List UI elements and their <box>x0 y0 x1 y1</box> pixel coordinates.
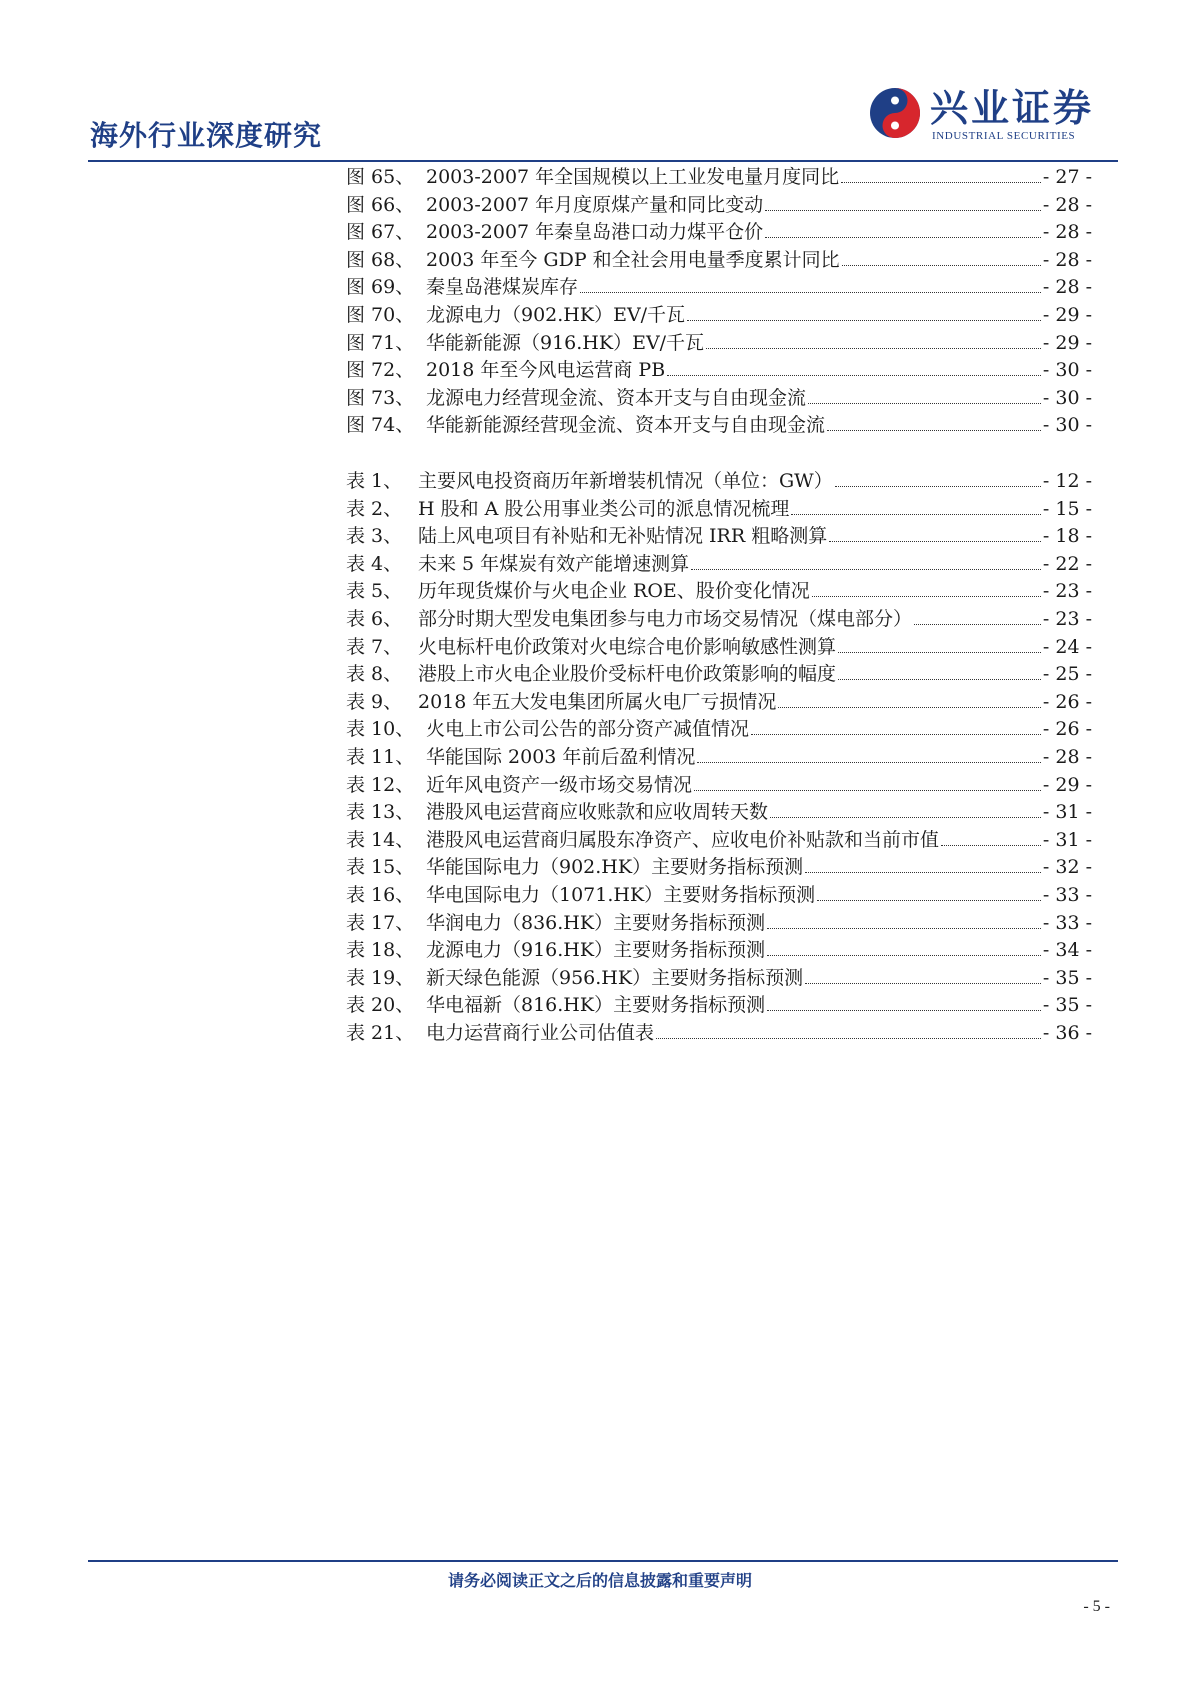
toc-title: 近年风电资产一级市场交易情况 <box>426 773 693 796</box>
toc-page: - 29 - <box>1042 773 1092 796</box>
toc-number: 表 7、 <box>346 635 403 658</box>
toc-number: 表 2、 <box>346 497 403 520</box>
toc-figure-row[interactable] <box>346 328 1092 356</box>
dot-leader <box>656 1038 1041 1039</box>
toc-figure-row[interactable] <box>346 245 1092 273</box>
toc-page: - 22 - <box>1042 552 1092 575</box>
toc-number: 图 65、 <box>346 166 415 188</box>
toc-page: - 31 - <box>1042 828 1092 851</box>
toc-page: - 28 - <box>1042 276 1092 299</box>
table-list <box>346 466 1092 1045</box>
toc-title: 陆上风电项目有补贴和无补贴情况 IRR 粗略测算 <box>418 525 828 548</box>
toc-title: 华能国际电力（902.HK）主要财务指标预测 <box>426 856 804 879</box>
toc-page: - 25 - <box>1042 663 1092 686</box>
toc-title: 未来 5 年煤炭有效产能增速测算 <box>418 552 690 575</box>
dot-leader <box>687 320 1041 321</box>
toc-title: H 股和 A 股公用事业类公司的派息情况梳理 <box>418 497 790 520</box>
toc-table-row[interactable] <box>346 908 1092 936</box>
toc-table-row[interactable] <box>346 963 1092 991</box>
dot-leader <box>765 237 1041 238</box>
toc-page: - 28 - <box>1042 745 1092 768</box>
dot-leader <box>941 845 1041 846</box>
toc-title: 新天绿色能源（956.HK）主要财务指标预测 <box>426 966 804 989</box>
toc-title: 华电国际电力（1071.HK）主要财务指标预测 <box>426 883 816 906</box>
toc-page: - 24 - <box>1042 635 1092 658</box>
toc-number: 表 9、 <box>346 690 403 713</box>
dot-leader <box>765 210 1041 211</box>
toc-number: 表 8、 <box>346 663 403 686</box>
toc-table-row[interactable] <box>346 714 1092 742</box>
dot-leader <box>706 348 1041 349</box>
report-category-title: 海外行业深度研究 <box>90 119 323 152</box>
toc-title: 港股风电运营商归属股东净资产、应收电价补贴款和当前市值 <box>426 828 940 851</box>
toc-title: 龙源电力经营现金流、资本开支与自由现金流 <box>426 386 807 409</box>
toc-table-row[interactable] <box>346 825 1092 853</box>
toc-page: - 34 - <box>1042 939 1092 962</box>
toc-title: 2003-2007 年全国规模以上工业发电量月度同比 <box>426 166 840 188</box>
dot-leader <box>767 955 1041 956</box>
toc-page: - 15 - <box>1042 497 1092 520</box>
dot-leader <box>751 734 1041 735</box>
toc-title: 华能国际 2003 年前后盈利情况 <box>426 745 696 768</box>
toc-table-row[interactable] <box>346 852 1092 880</box>
dot-leader <box>580 292 1041 293</box>
company-logo <box>868 86 1118 146</box>
toc-number: 表 4、 <box>346 552 403 575</box>
toc-table-row[interactable] <box>346 935 1092 963</box>
toc-table-row[interactable] <box>346 549 1092 577</box>
toc-page: - 35 - <box>1042 966 1092 989</box>
toc-page: - 30 - <box>1042 359 1092 382</box>
toc-number: 表 18、 <box>346 939 415 962</box>
toc-number: 图 71、 <box>346 331 415 354</box>
dot-leader <box>767 1010 1041 1011</box>
toc-title: 历年现货煤价与火电企业 ROE、股价变化情况 <box>418 580 810 603</box>
toc-figure-row[interactable] <box>346 190 1092 218</box>
toc-page: - 30 - <box>1042 386 1092 409</box>
toc-table-row[interactable] <box>346 990 1092 1018</box>
toc-page: - 30 - <box>1042 414 1092 437</box>
toc-title: 2003-2007 年月度原煤产量和同比变动 <box>426 193 764 216</box>
toc-table-row[interactable] <box>346 770 1092 798</box>
toc-number: 图 70、 <box>346 303 415 326</box>
dot-leader <box>914 624 1041 625</box>
toc-figure-row[interactable] <box>346 410 1092 438</box>
figure-list <box>346 162 1092 438</box>
toc-number: 表 10、 <box>346 718 415 741</box>
toc-page: - 18 - <box>1042 525 1092 548</box>
toc-title: 2003-2007 年秦皇岛港口动力煤平仓价 <box>426 221 764 244</box>
toc-number: 表 17、 <box>346 911 415 934</box>
toc-table-row[interactable] <box>346 797 1092 825</box>
toc-title: 部分时期大型发电集团参与电力市场交易情况（煤电部分） <box>418 607 913 630</box>
toc-number: 表 15、 <box>346 856 415 879</box>
dot-leader <box>770 817 1041 818</box>
toc-page: - 32 - <box>1042 856 1092 879</box>
dot-leader <box>827 430 1041 431</box>
logo-english-name: INDUSTRIAL SECURITIES <box>932 130 1076 142</box>
toc-page: - 23 - <box>1042 580 1092 603</box>
dot-leader <box>778 707 1040 708</box>
toc-page: - 36 - <box>1042 1021 1092 1044</box>
toc-title: 2018 年五大发电集团所属火电厂亏损情况 <box>418 690 777 713</box>
toc-number: 图 74、 <box>346 414 415 437</box>
toc-title: 火电标杆电价政策对火电综合电价影响敏感性测算 <box>418 635 837 658</box>
footer-divider <box>88 1560 1118 1562</box>
toc-title: 华能新能源（916.HK）EV/千瓦 <box>426 331 705 354</box>
toc-number: 表 6、 <box>346 607 403 630</box>
toc-title: 秦皇岛港煤炭库存 <box>426 276 579 299</box>
disclaimer-note: 请务必阅读正文之后的信息披露和重要声明 <box>447 1571 752 1590</box>
toc-page: - 35 - <box>1042 994 1092 1017</box>
toc-title: 龙源电力（902.HK）EV/千瓦 <box>426 303 686 326</box>
toc-page: - 33 - <box>1042 883 1092 906</box>
dot-leader <box>842 265 1041 266</box>
toc-page: - 26 - <box>1042 718 1092 741</box>
dot-leader <box>835 486 1041 487</box>
toc-table-row[interactable] <box>346 466 1092 494</box>
toc-number: 表 16、 <box>346 883 415 906</box>
toc-title: 华润电力（836.HK）主要财务指标预测 <box>426 911 766 934</box>
toc-table-row[interactable] <box>346 687 1092 715</box>
toc-page: - 28 - <box>1042 221 1092 244</box>
toc-table-row[interactable] <box>346 659 1092 687</box>
dot-leader <box>691 569 1041 570</box>
dot-leader <box>805 983 1041 984</box>
toc-page: - 29 - <box>1042 331 1092 354</box>
toc-title: 火电上市公司公告的部分资产减值情况 <box>426 718 750 741</box>
dot-leader <box>817 900 1041 901</box>
toc-title: 港股上市火电企业股价受标杆电价政策影响的幅度 <box>418 663 837 686</box>
toc-table-row[interactable] <box>346 521 1092 549</box>
toc-figure-row[interactable] <box>346 300 1092 328</box>
dot-leader <box>841 182 1041 183</box>
toc-page: - 26 - <box>1042 690 1092 713</box>
logo-chinese-name: 兴业证券 <box>930 86 1095 130</box>
toc-table-row[interactable] <box>346 576 1092 604</box>
toc-page: - 33 - <box>1042 911 1092 934</box>
dot-leader <box>791 514 1040 515</box>
toc-table-row[interactable] <box>346 632 1092 660</box>
toc-page: - 28 - <box>1042 248 1092 271</box>
toc-number: 表 5、 <box>346 580 403 603</box>
toc-title: 2003 年至今 GDP 和全社会用电量季度累计同比 <box>426 248 840 271</box>
toc-title: 主要风电投资商历年新增装机情况（单位：GW） <box>418 470 833 492</box>
toc-number: 表 11、 <box>346 745 415 768</box>
dot-leader <box>838 652 1041 653</box>
toc-number: 表 1、 <box>346 470 403 492</box>
toc-title: 华电福新（816.HK）主要财务指标预测 <box>426 994 766 1017</box>
toc-page: - 31 - <box>1042 801 1092 824</box>
toc-page: - 29 - <box>1042 303 1092 326</box>
toc-title: 2018 年至今风电运营商 PB <box>426 359 666 382</box>
toc-title: 电力运营商行业公司估值表 <box>426 1021 655 1044</box>
toc-number: 图 73、 <box>346 386 415 409</box>
toc-table-row[interactable] <box>346 1018 1092 1046</box>
dot-leader <box>838 679 1041 680</box>
toc-figure-row[interactable] <box>346 217 1092 245</box>
toc-number: 表 13、 <box>346 801 415 824</box>
dot-leader <box>667 375 1041 376</box>
toc-number: 图 66、 <box>346 193 415 216</box>
toc-figure-row[interactable] <box>346 383 1092 411</box>
toc-number: 图 68、 <box>346 248 415 271</box>
toc-page: - 27 - <box>1042 166 1092 188</box>
toc-figure-row[interactable] <box>346 355 1092 383</box>
dot-leader <box>805 872 1041 873</box>
toc-table-row[interactable] <box>346 742 1092 770</box>
toc-page: - 28 - <box>1042 193 1092 216</box>
toc-number: 图 69、 <box>346 276 415 299</box>
toc-page: - 23 - <box>1042 607 1092 630</box>
toc-table-row[interactable] <box>346 494 1092 522</box>
dot-leader <box>808 403 1041 404</box>
toc-table-row[interactable] <box>346 880 1092 908</box>
toc-number: 表 19、 <box>346 966 415 989</box>
dot-leader <box>812 596 1041 597</box>
toc-table-row[interactable] <box>346 604 1092 632</box>
page-number: - 5 - <box>1083 1598 1110 1615</box>
swirl-logo-icon <box>868 86 922 140</box>
dot-leader <box>767 928 1041 929</box>
toc-number: 图 72、 <box>346 359 415 382</box>
toc-title: 华能新能源经营现金流、资本开支与自由现金流 <box>426 414 826 437</box>
toc-number: 表 3、 <box>346 525 403 548</box>
toc-number: 表 12、 <box>346 773 415 796</box>
toc-title: 港股风电运营商应收账款和应收周转天数 <box>426 801 769 824</box>
toc-number: 表 14、 <box>346 828 415 851</box>
toc-figure-row[interactable] <box>346 162 1092 190</box>
toc-title: 龙源电力（916.HK）主要财务指标预测 <box>426 939 766 962</box>
toc-figure-row[interactable] <box>346 272 1092 300</box>
dot-leader <box>694 790 1041 791</box>
dot-leader <box>829 541 1041 542</box>
dot-leader <box>697 762 1040 763</box>
toc-number: 表 20、 <box>346 994 415 1017</box>
toc-page: - 12 - <box>1042 470 1092 492</box>
toc-number: 表 21、 <box>346 1021 415 1044</box>
toc-number: 图 67、 <box>346 221 415 244</box>
